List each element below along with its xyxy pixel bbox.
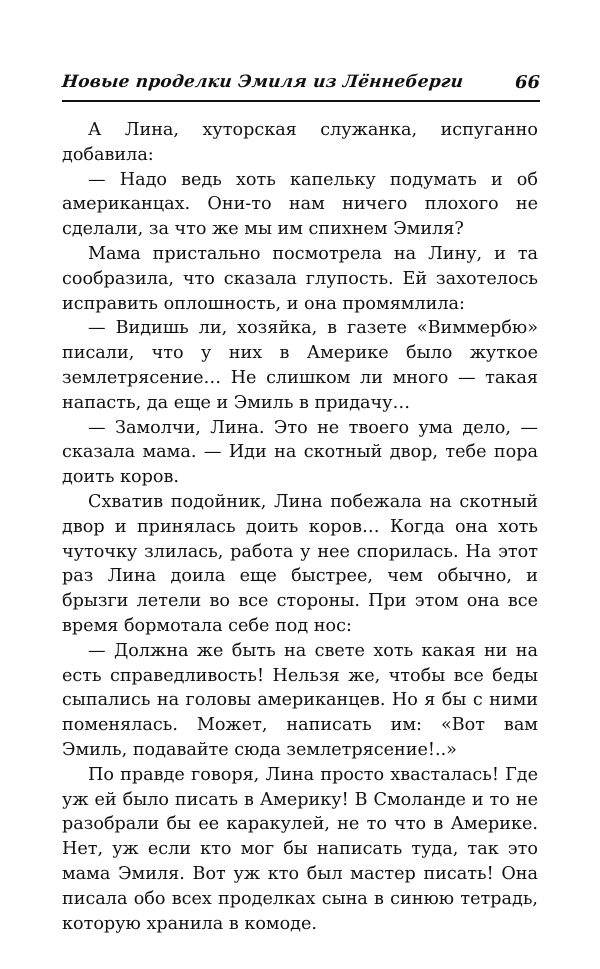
body-text [62, 118, 538, 936]
paragraph: — Надо ведь хоть капельку подумать и об американцах. Они-то нам ничего плохого не сделали, за что же мы им спихнем Эмиля? [62, 169, 538, 240]
paragraph: — Должна же быть на свете хоть какая ни на есть справедливость! Нельзя же, чтобы все беды сыпались на головы американцев. Но я бы с ними поменялась. Может, написать им: «Вот вам Эмиль, подавайте сюда землетрясение!..» [62, 640, 538, 760]
header-rule [62, 100, 540, 102]
paragraph: По правде говоря, Лина просто хвасталась! Где уж ей было писать в Америку! В Смоланде и то не разобрали бы ее каракулей, не то что в Америке. Нет, уж если кто мог бы написать туда, так это мама Эмиля. Вот уж кто был мастер писать! Она писала обо всех проделках сына в синюю тетрадь, которую хранила в комоде. [62, 764, 538, 934]
paragraph: — Замолчи, Лина. Это не твоего ума дело, — сказала мама. — Иди на скотный двор, тебе пора доить коров. [62, 417, 538, 488]
paragraph: А Лина, хуторская служанка, испуганно добавила: [62, 120, 538, 165]
paragraph: — Видишь ли, хозяйка, в газете «Виммербю» писали, что у них в Америке было жуткое землетрясение… Не слишком ли много — такая напасть, да еще и Эмиль в придачу… [62, 318, 538, 413]
running-title: Новые проделки Эмиля из Лённеберги [60, 72, 465, 92]
paragraph: Схватив подойник, Лина побежала на скотный двор и принялась доить коров… Когда она хоть чуточку злилась, работа у нее спорилась. На этот раз Лина доила еще быстрее, чем обычно, и брызги летели во все стороны. При этом она все время бормотала себе под нос: [62, 491, 538, 636]
page-header [62, 72, 540, 98]
paragraph: Мама пристально посмотрела на Лину, и та сообразила, что сказала глупость. Ей захотелось исправить оплошность, и она промямлила: [62, 243, 538, 314]
page-number: 66 [514, 72, 540, 93]
